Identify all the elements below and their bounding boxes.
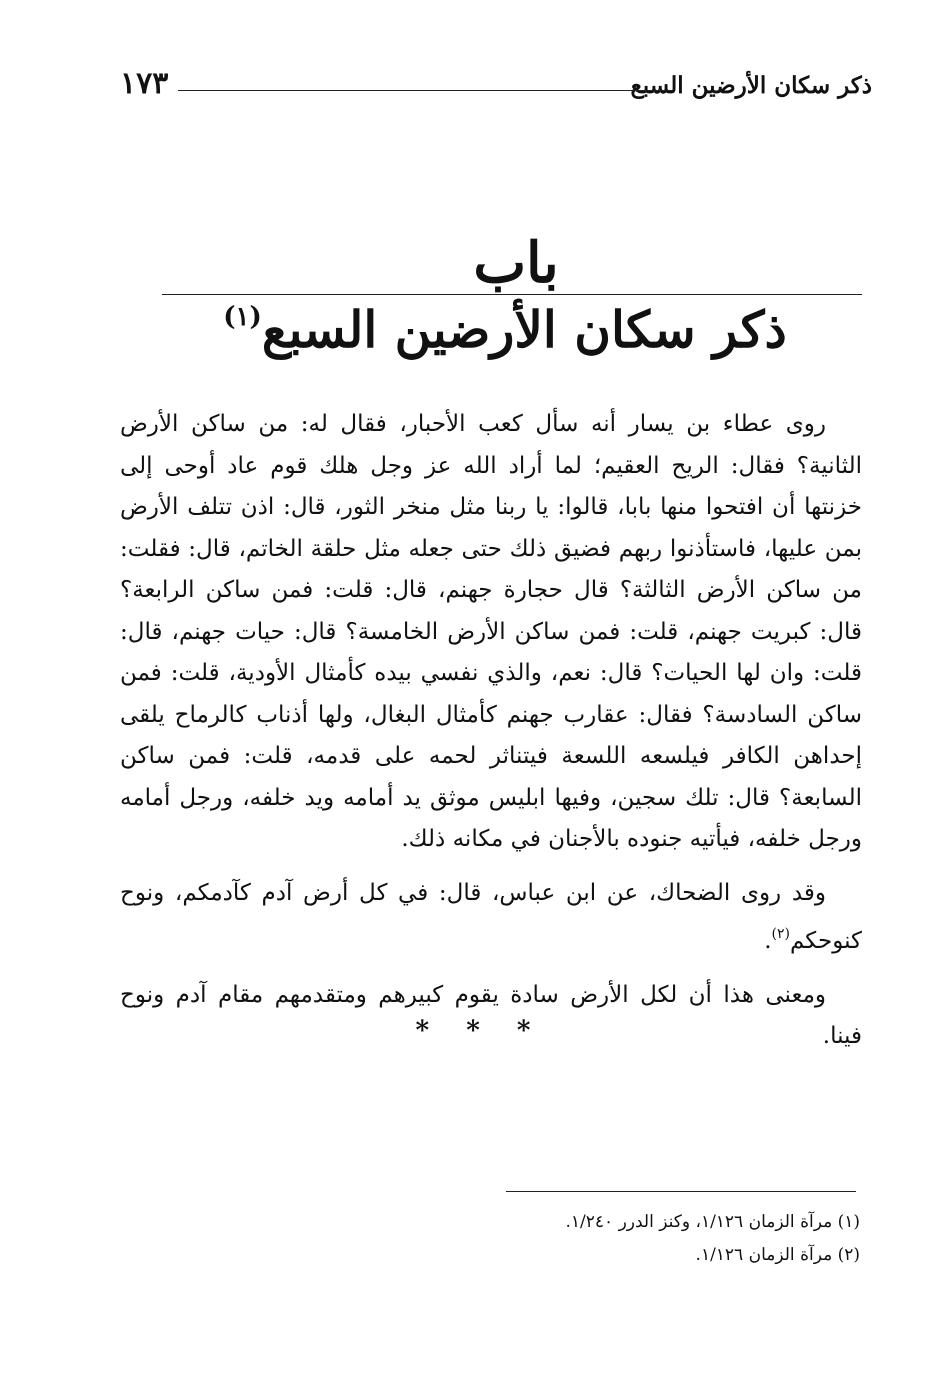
chapter-title [0,300,940,359]
paragraph-2-footnote-ref: (٢) [771,926,790,942]
chapter-label: باب [473,230,559,296]
footnote-1: (١) مرآة الزمان ١/١٢٦، وكنز الدرر ١/٢٤٠. [565,1212,860,1232]
title-rule [162,294,862,295]
chapter-title-text: ذكر سكان الأرضين السبع [261,300,787,359]
paragraph-2-end: . [764,928,772,954]
paragraph-2 [120,873,862,963]
footnotes [300,1206,860,1272]
footnote-rule [506,1191,856,1192]
running-title: ذكر سكان الأرضين السبع [630,72,872,99]
chapter-title-footnote-ref: (١) [223,302,262,332]
paragraph-2-text: وقد روى الضحاك، عن ابن عباس، قال: في كل أرض آدم كآدمكم، ونوح كنوحكم [120,879,862,954]
body-text [120,404,862,1070]
footnote-2: (٢) مرآة الزمان ١/١٢٦. [695,1245,860,1265]
header-rule [178,90,672,91]
paragraph-3: ومعنى هذا أن لكل الأرض سادة يقوم كبيرهم ومتقدمهم مقام آدم ونوح فينا. [120,981,862,1049]
running-header [120,66,872,110]
paragraph-1: روى عطاء بن يسار أنه سأل كعب الأحبار، فقال له: من ساكن الأرض الثانية؟ فقال: الريح العقيم؛ لما أراد الله عز وجل هلك قوم عاد أوحى إلى خزنتها أن افتحوا منها بابا، قالوا: يا ربنا مثل منخر الثور، قال: اذن تتلف الأرض بمن عليها، فاستأذنوا ربهم فضيق ذلك حتى جعله مثل حلقة الخاتم، قال: فقلت: من ساكن الأرض الثالثة؟ قال حجارة جهنم، قال: قلت: فمن ساكن الرابعة؟ قال: كبريت جهنم، قلت: فمن ساكن الأرض الخامسة؟ قال: حيات جهنم، قال: قلت: وان لها الحيات؟ قال: نعم، والذي نفسي بيده كأمثال الأودية، قلت: فمن ساكن السادسة؟ فقال: عقارب جهنم كأمثال البغال، ولها أذناب كالرماح يلقى إحداهن الكافر فيلسعه اللسعة فيتناثر لحمه على قدمه، قلت: فمن ساكن السابعة؟ قال: تلك سجين، وفيها ابليس موثق يد أمامه ويد خلفه، ورجل أمامه ورجل خلفه، فيأتيه جنوده بالأجنان في مكانه ذلك. [120,411,863,852]
page-number: ١٧٣ [120,66,169,101]
section-ornament: * * * [415,1016,545,1046]
